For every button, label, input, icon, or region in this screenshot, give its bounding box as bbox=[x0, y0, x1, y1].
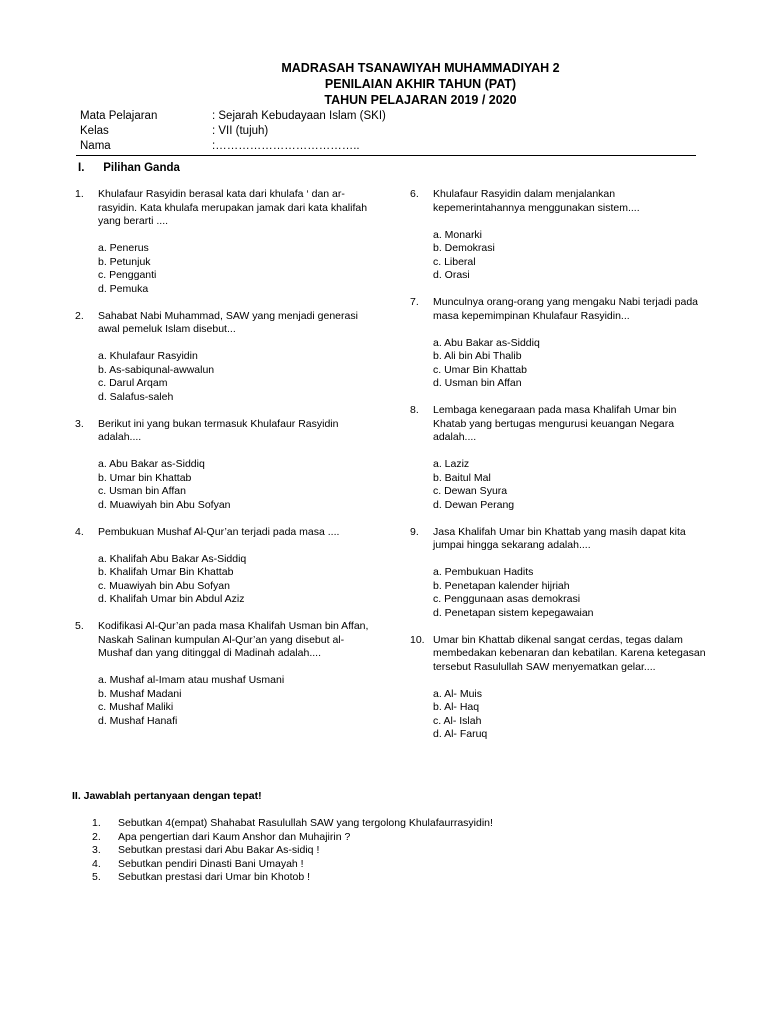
option: d. Muawiyah bin Abu Sofyan bbox=[98, 498, 231, 511]
question-text: Kodifikasi Al-Qur’an pada masa Khalifah Usman bin Affan, Naskah Salinan kumpulan Al-Qur’an yang disebut al-Mushaf dan yang ditinggal di Madinah adalah.... bbox=[98, 620, 369, 659]
option: b. Penetapan kalender hijriah bbox=[433, 579, 570, 592]
name-value: :……………………………….. bbox=[212, 140, 360, 152]
student-info bbox=[80, 109, 386, 154]
option: c. Penggunaan asas demokrasi bbox=[433, 593, 581, 605]
option: c. Darul Arqam bbox=[98, 377, 168, 389]
question-item bbox=[410, 404, 710, 512]
option: b. Al- Haq bbox=[433, 701, 480, 713]
option: b. Baitul Mal bbox=[433, 471, 491, 484]
option: d. Pemuka bbox=[98, 282, 149, 295]
option: b. Khalifah Umar Bin Khattab bbox=[98, 566, 234, 578]
essay-number: 4. bbox=[92, 857, 101, 870]
option: b. As-sabiqunal-awwalun bbox=[98, 363, 215, 376]
section-heading-essay: II. Jawablah pertanyaan dengan tepat! bbox=[72, 790, 262, 802]
exam-title: PENILAIAN AKHIR TAHUN (PAT) bbox=[324, 77, 517, 91]
option: c. Pengganti bbox=[98, 269, 157, 281]
question-item bbox=[75, 310, 375, 405]
essay-text: Sebutkan prestasi dari Abu Bakar As-sidiq ! bbox=[118, 844, 320, 856]
question-text: Umar bin Khattab dikenal sangat cerdas, tegas dalam membedakan kebenaran dan kebatilan. Karena ketegasan tersebut Rasulullah SAW menyematkan gelar.... bbox=[433, 633, 706, 673]
option: a. Pembukuan Hadits bbox=[433, 566, 534, 578]
question-item bbox=[75, 418, 375, 513]
essay-item bbox=[92, 844, 493, 858]
academic-year: TAHUN PELAJARAN 2019 / 2020 bbox=[324, 93, 517, 107]
option: a. Al- Muis bbox=[433, 687, 483, 700]
question-number: 9. bbox=[410, 525, 419, 538]
class-label: Kelas bbox=[80, 125, 109, 137]
question-item bbox=[410, 634, 710, 742]
question-text: Khulafaur Rasyidin berasal kata dari khulafa ‘ dan ar-rasyidin. Kata khulafa merupakan jamak dari kata khalifah yang berarti .... bbox=[98, 188, 368, 227]
option: a. Monarki bbox=[433, 228, 483, 241]
question-text: Sahabat Nabi Muhammad, SAW yang menjadi generasi awal pemeluk Islam disebut... bbox=[98, 309, 358, 335]
option: c. Liberal bbox=[433, 255, 476, 268]
option: d. Orasi bbox=[433, 269, 470, 281]
question-number: 4. bbox=[75, 525, 84, 538]
option: b. Demokrasi bbox=[433, 242, 495, 254]
section-title: Pilihan Ganda bbox=[103, 162, 180, 174]
option: c. Al- Islah bbox=[433, 714, 482, 727]
essay-item bbox=[92, 831, 493, 845]
section-heading-multiple-choice bbox=[78, 162, 180, 174]
option: d. Khalifah Umar bin Abdul Aziz bbox=[98, 593, 245, 605]
question-number: 7. bbox=[410, 296, 419, 308]
question-number: 2. bbox=[75, 309, 84, 322]
option: c. Dewan Syura bbox=[433, 485, 508, 497]
question-number: 10. bbox=[410, 633, 425, 646]
essay-item bbox=[92, 817, 493, 831]
option: a. Penerus bbox=[98, 242, 149, 254]
essay-text: Sebutkan 4(empat) Shahabat Rasulullah SAW yang tergolong Khulafaurrasyidin! bbox=[118, 817, 493, 829]
question-text: Munculnya orang-orang yang mengaku Nabi terjadi pada masa kepemimpinan Khulafaur Rasyidin... bbox=[433, 296, 699, 322]
option: a. Mushaf al-Imam atau mushaf Usmani bbox=[98, 674, 285, 686]
exam-header bbox=[0, 60, 768, 108]
question-item bbox=[75, 620, 375, 728]
question-number: 6. bbox=[410, 188, 419, 200]
option: d. Penetapan sistem kepegawaian bbox=[433, 606, 594, 619]
class-value: : VII (tujuh) bbox=[212, 125, 269, 137]
essay-text: Sebutkan pendiri Dinasti Bani Umayah ! bbox=[118, 857, 304, 870]
question-item bbox=[75, 526, 375, 607]
questions-column-left bbox=[75, 188, 375, 728]
option: d. Dewan Perang bbox=[433, 498, 515, 511]
question-item bbox=[410, 296, 710, 391]
question-text: Berikut ini yang bukan termasuk Khulafaur Rasyidin adalah.... bbox=[98, 417, 339, 443]
subject-value: : Sejarah Kebudayaan Islam (SKI) bbox=[212, 110, 386, 122]
question-number: 1. bbox=[75, 188, 84, 200]
question-text: Jasa Khalifah Umar bin Khattab yang masih dapat kita jumpai hingga sekarang adalah.... bbox=[433, 525, 686, 551]
essay-item bbox=[92, 858, 493, 872]
option: a. Khalifah Abu Bakar As-Siddiq bbox=[98, 552, 247, 565]
option: a. Laziz bbox=[433, 458, 470, 470]
question-number: 8. bbox=[410, 404, 419, 416]
option: c. Mushaf Maliki bbox=[98, 701, 174, 713]
question-item bbox=[410, 188, 710, 283]
option: a. Abu Bakar as-Siddiq bbox=[98, 458, 205, 470]
subject-label: Mata Pelajaran bbox=[80, 110, 158, 122]
option: b. Ali bin Abi Thalib bbox=[433, 350, 522, 362]
essay-number: 5. bbox=[92, 871, 101, 883]
option: a. Khulafaur Rasyidin bbox=[98, 350, 198, 362]
question-item bbox=[75, 188, 375, 296]
option: c. Umar Bin Khattab bbox=[433, 363, 527, 376]
question-item bbox=[410, 526, 710, 621]
question-text: Lembaga kenegaraan pada masa Khalifah Umar bin Khatab yang bertugas mengurusi keuangan Negara adalah.... bbox=[433, 404, 677, 443]
section-number: I. bbox=[78, 162, 85, 174]
option: d. Al- Faruq bbox=[433, 728, 488, 740]
option: d. Mushaf Hanafi bbox=[98, 714, 178, 727]
option: c. Muawiyah bin Abu Sofyan bbox=[98, 579, 230, 592]
option: c. Usman bin Affan bbox=[98, 485, 186, 497]
question-number: 3. bbox=[75, 417, 84, 430]
name-label: Nama bbox=[80, 140, 111, 152]
essay-item bbox=[92, 871, 493, 885]
option: b. Umar bin Khattab bbox=[98, 471, 192, 484]
essay-text: Sebutkan prestasi dari Umar bin Khotob ! bbox=[118, 871, 311, 883]
option: b. Mushaf Madani bbox=[98, 687, 182, 700]
school-name: MADRASAH TSANAWIYAH MUHAMMADIYAH 2 bbox=[281, 61, 560, 75]
questions-column-right bbox=[410, 188, 710, 742]
option: b. Petunjuk bbox=[98, 255, 151, 268]
essay-number: 2. bbox=[92, 830, 101, 843]
option: d. Usman bin Affan bbox=[433, 377, 522, 389]
essay-number: 1. bbox=[92, 817, 101, 829]
question-text: Khulafaur Rasyidin dalam menjalankan kepemerintahannya menggunakan sistem.... bbox=[433, 188, 640, 214]
question-number: 5. bbox=[75, 620, 84, 632]
option: a. Abu Bakar as-Siddiq bbox=[433, 336, 540, 349]
essay-text: Apa pengertian dari Kaum Anshor dan Muhajirin ? bbox=[118, 830, 351, 843]
header-divider bbox=[76, 155, 696, 156]
option: d. Salafus-saleh bbox=[98, 390, 174, 403]
essay-number: 3. bbox=[92, 844, 101, 856]
essay-questions bbox=[92, 817, 493, 885]
question-text: Pembukuan Mushaf Al-Qur’an terjadi pada masa .... bbox=[98, 525, 340, 538]
